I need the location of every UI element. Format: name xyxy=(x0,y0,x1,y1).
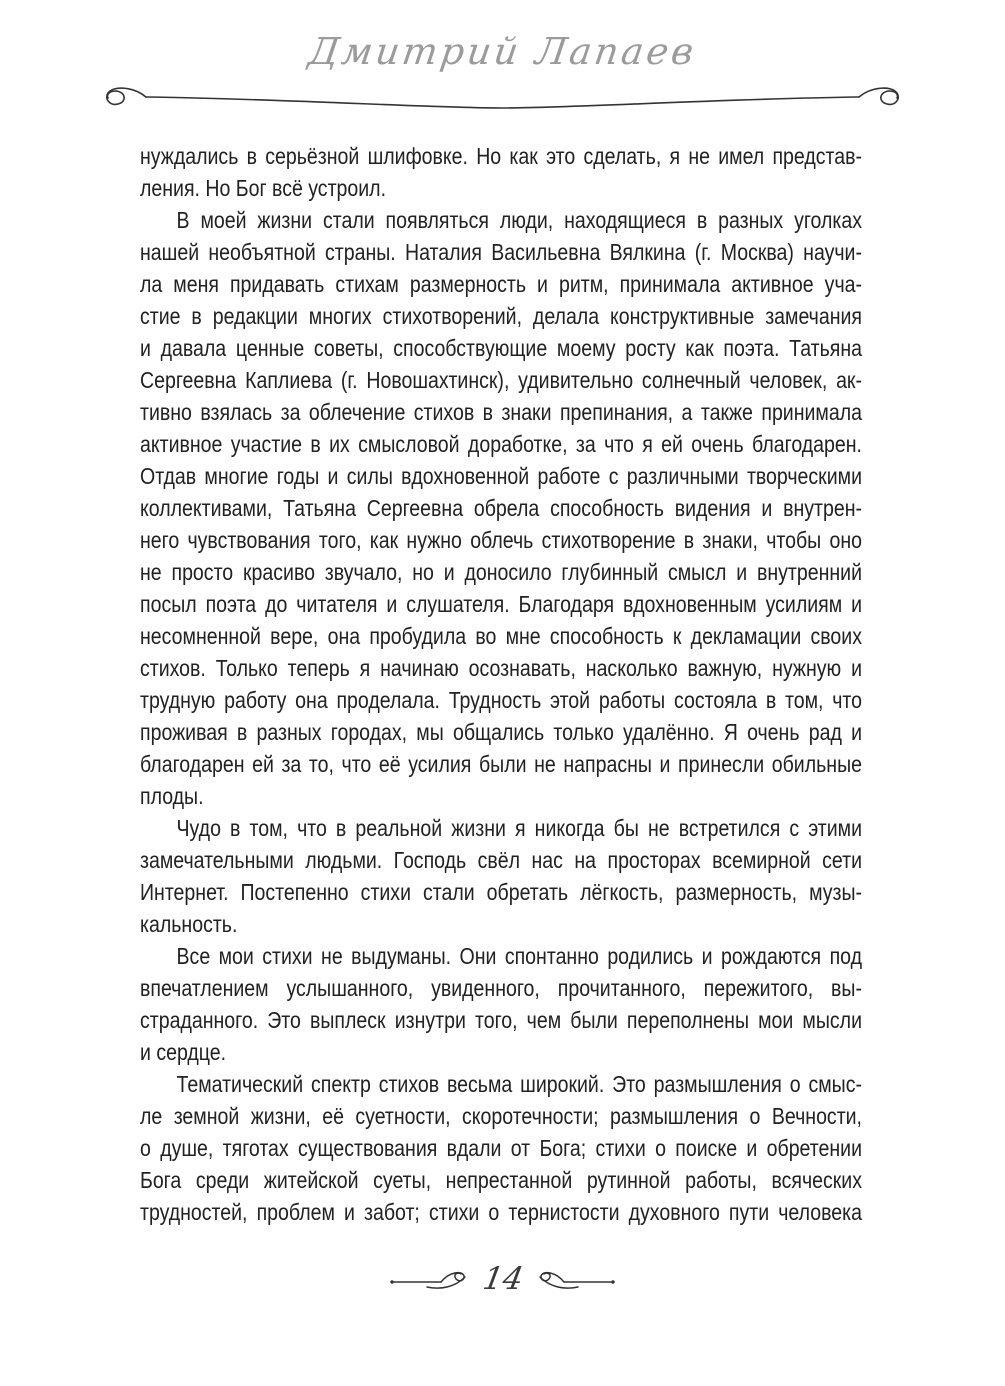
paragraph xyxy=(140,204,862,812)
text-line: нуждались в серьёзной шлифовке. Но как это сделать, я не имел представ- xyxy=(140,143,862,169)
text-line: и давала ценные советы, способствующие моему росту как поэта. Татьяна xyxy=(140,335,862,361)
text-line: нашей необъятной страны. Наталия Васильевна Вялкина (г. Москва) научи- xyxy=(140,239,862,265)
text-line: В моей жизни стали появляться люди, находящиеся в разных уголках xyxy=(176,207,862,233)
text-line: ле земной жизни, её суетности, скоротечности; размышления о Вечности, xyxy=(140,1103,862,1129)
text-line: стихов. Только теперь я начинаю осознавать, насколько важную, нужную и xyxy=(140,655,862,681)
footer-left-flourish-icon xyxy=(389,1266,471,1296)
right-swirl-icon xyxy=(859,88,898,104)
footer-right-flourish-icon xyxy=(534,1266,616,1296)
body-text xyxy=(140,140,862,1228)
text-line: трудностей, проблем и забот; стихи о тернистости духовного пути человека xyxy=(140,1199,862,1225)
paragraph xyxy=(140,812,862,940)
text-line: не просто красиво звучало, но и доносило глубинный смысл и внутренний xyxy=(140,559,862,585)
text-line: замечательными людьми. Господь свёл нас на просторах всемирной сети xyxy=(140,847,862,873)
text-line: о душе, тяготах существования вдали от Бога; стихи о поиске и обретении xyxy=(140,1135,862,1161)
text-line: несомненной вере, она пробудила во мне способность к декламации своих xyxy=(140,623,862,649)
paragraph xyxy=(140,140,862,204)
text-line: активное участие в их смысловой доработке, за что я ей очень благодарен. xyxy=(140,431,862,457)
text-line: него чувствования того, как нужно облечь стихотворение в знаки, чтобы оно xyxy=(140,527,862,553)
text-line: страданного. Это выплеск изнутри того, чем были переполнены мои мысли xyxy=(140,1007,862,1033)
text-line: стие в редакции многих стихотворений, делала конструктивные замечания xyxy=(140,303,862,329)
page-footer xyxy=(0,1258,1005,1304)
text-line: Сергеевна Каплиева (г. Новошахтинск), удивительно солнечный человек, ак- xyxy=(140,367,862,393)
text-line: ла меня придавать стихам размерность и ритм, принимала активное уча- xyxy=(140,271,862,297)
text-line: Чудо в том, что в реальной жизни я никогда бы не встретился с этими xyxy=(176,815,862,841)
text-line: трудную работу она проделала. Трудность этой работы состояла в том, что xyxy=(140,687,862,713)
text-line: проживая в разных городах, мы общались только удалённо. Я очень рад и xyxy=(140,719,862,745)
text-line: Отдав многие годы и силы вдохновенной работе с различными творческими xyxy=(140,463,862,489)
author-name: Дмитрий Лапаев xyxy=(305,30,700,73)
page-number: 14 xyxy=(479,1261,526,1297)
text-line: ления. Но Бог всё устроил. xyxy=(140,175,387,201)
text-line: тивно взялась за облечение стихов в знаки препинания, а также принимала xyxy=(140,399,862,425)
paragraph xyxy=(140,1068,862,1228)
header-flourish-divider xyxy=(100,84,905,118)
text-line: кальность. xyxy=(140,911,238,937)
left-swirl-icon xyxy=(107,88,146,104)
divider-line xyxy=(146,97,859,108)
text-line: Интернет. Постепенно стихи стали обретать лёгкость, размерность, музы- xyxy=(140,879,862,905)
text-line: благодарен ей за то, что её усилия были не напрасны и принесли обильные xyxy=(140,751,862,777)
text-line: впечатлением услышанного, увиденного, прочитанного, пережитого, вы- xyxy=(140,975,862,1001)
text-line: плоды. xyxy=(140,783,204,809)
text-line: посыл поэта до читателя и слушателя. Благодаря вдохновенным усилиям и xyxy=(140,591,862,617)
page-header xyxy=(0,0,1005,130)
text-line: коллективами, Татьяна Сергеевна обрела способность видения и внутрен- xyxy=(140,495,862,521)
text-line: и сердце. xyxy=(140,1039,227,1065)
text-line: Тематический спектр стихов весьма широкий. Это размышления о смыс- xyxy=(176,1071,862,1097)
text-line: Все мои стихи не выдуманы. Они спонтанно родились и рождаются под xyxy=(176,943,862,969)
text-line: Бога среди житейской суеты, непрестанной рутинной работы, всяческих xyxy=(140,1167,862,1193)
paragraph xyxy=(140,940,862,1068)
